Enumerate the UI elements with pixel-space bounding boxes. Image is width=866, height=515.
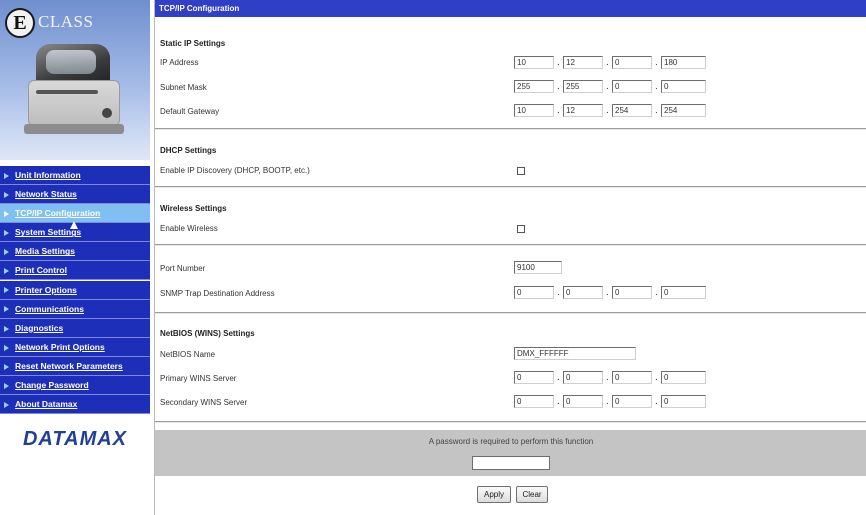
octet-separator: .	[606, 81, 609, 92]
octet-separator: .	[557, 396, 560, 407]
primary-wins-label: Primary WINS Server	[160, 374, 237, 383]
sidebar-item-label: Network Status	[15, 189, 77, 200]
primary-wins-octet-2[interactable]: 0	[563, 371, 603, 384]
default-gateway-label: Default Gateway	[160, 107, 220, 116]
sidebar-item-unit-information[interactable]	[0, 166, 150, 185]
arrow-right-icon	[4, 192, 9, 198]
sidebar-item-change-password[interactable]	[0, 376, 150, 395]
sidebar-item-diagnostics[interactable]	[0, 319, 150, 338]
sidebar-item-printer-options[interactable]	[0, 281, 150, 300]
printer-window	[46, 50, 96, 74]
arrow-right-icon	[4, 326, 9, 332]
secondary-wins-octet-1[interactable]: 0	[514, 395, 554, 408]
octet-separator: .	[655, 287, 658, 298]
subnet-mask-octet-3[interactable]: 0	[612, 80, 652, 93]
snmp-octet-2[interactable]: 0	[563, 286, 603, 299]
ip-address-octet-4[interactable]: 180	[661, 56, 706, 69]
dhcp-enable-checkbox[interactable]	[517, 167, 525, 175]
dhcp-section-title: DHCP Settings	[160, 146, 217, 155]
main-content	[154, 0, 866, 515]
password-required-message: A password is required to perform this function	[428, 437, 594, 446]
sidebar-item-label: Change Password	[15, 380, 89, 391]
sidebar-item-label: Printer Options	[15, 284, 77, 295]
logo-panel	[0, 0, 150, 160]
sidebar-item-label: Reset Network Parameters	[15, 360, 123, 371]
default-gateway-octet-1[interactable]: 10	[514, 104, 554, 117]
section-divider	[155, 186, 866, 188]
ip-address-label: IP Address	[160, 58, 199, 67]
netbios-name-input[interactable]: DMX_FFFFFF	[514, 347, 636, 360]
octet-separator: .	[655, 372, 658, 383]
octet-separator: .	[557, 57, 560, 68]
arrow-right-icon	[4, 402, 9, 408]
printer-button	[102, 108, 112, 118]
octet-separator: .	[557, 287, 560, 298]
port-number-input[interactable]: 9100	[514, 261, 562, 274]
secondary-wins-octet-4[interactable]: 0	[661, 395, 706, 408]
product-name: CLASS	[38, 12, 94, 31]
clear-button[interactable]: Clear	[516, 486, 548, 503]
sidebar	[0, 0, 150, 515]
arrow-right-icon	[4, 306, 9, 312]
wireless-enable-checkbox[interactable]	[517, 225, 525, 233]
printer-body	[28, 80, 120, 126]
arrow-right-icon	[4, 230, 9, 236]
primary-wins-octet-3[interactable]: 0	[612, 371, 652, 384]
arrow-right-icon	[4, 345, 9, 351]
default-gateway-octet-3[interactable]: 254	[612, 104, 652, 117]
snmp-octet-3[interactable]: 0	[612, 286, 652, 299]
primary-wins-octet-1[interactable]: 0	[514, 371, 554, 384]
sidebar-item-label: Unit Information	[15, 170, 81, 180]
e-class-badge: E	[5, 8, 35, 38]
sidebar-item-label: Communications	[15, 303, 84, 314]
sidebar-item-label: System Settings	[15, 227, 82, 238]
sidebar-item-label: Print Control	[15, 265, 67, 276]
printer-image	[22, 42, 126, 140]
octet-separator: .	[655, 81, 658, 92]
octet-separator: .	[655, 57, 658, 68]
password-input[interactable]	[472, 456, 550, 470]
arrow-right-icon	[4, 383, 9, 389]
subnet-mask-label: Subnet Mask	[160, 83, 207, 92]
sidebar-item-network-status[interactable]	[0, 185, 150, 204]
static-ip-section-title: Static IP Settings	[160, 39, 226, 48]
octet-separator: .	[655, 396, 658, 407]
secondary-wins-octet-3[interactable]: 0	[612, 395, 652, 408]
arrow-right-icon	[4, 364, 9, 370]
octet-separator: .	[606, 105, 609, 116]
secondary-wins-octet-2[interactable]: 0	[563, 395, 603, 408]
password-panel	[155, 430, 866, 515]
section-divider	[155, 312, 866, 314]
sidebar-item-media-settings[interactable]	[0, 242, 150, 261]
apply-button[interactable]: Apply	[477, 486, 511, 503]
octet-separator: .	[655, 105, 658, 116]
sidebar-item-label: About Datamax	[15, 399, 78, 410]
default-gateway-octet-4[interactable]: 254	[661, 104, 706, 117]
sidebar-item-label: Network Print Options	[15, 341, 105, 352]
datamax-logo: DATAMAX	[22, 428, 128, 450]
snmp-octet-4[interactable]: 0	[661, 286, 706, 299]
section-divider	[155, 421, 866, 423]
default-gateway-octet-2[interactable]: 12	[563, 104, 603, 117]
arrow-right-icon	[4, 268, 9, 274]
sidebar-item-about-datamax[interactable]	[0, 395, 150, 414]
snmp-octet-1[interactable]: 0	[514, 286, 554, 299]
wireless-section-title: Wireless Settings	[160, 204, 227, 213]
ip-address-octet-3[interactable]: 0	[612, 56, 652, 69]
sidebar-item-label: TCP/IP Configuration	[15, 208, 101, 219]
netbios-section-title: NetBIOS (WINS) Settings	[160, 329, 255, 338]
mouse-pointer-icon	[70, 221, 78, 229]
subnet-mask-octet-1[interactable]: 255	[514, 80, 554, 93]
sidebar-nav	[0, 166, 150, 414]
arrow-right-icon	[4, 249, 9, 255]
octet-separator: .	[606, 396, 609, 407]
secondary-wins-label: Secondary WINS Server	[160, 398, 248, 407]
sidebar-item-network-print-options[interactable]	[0, 338, 150, 357]
octet-separator: .	[557, 81, 560, 92]
ip-address-octet-1[interactable]: 10	[514, 56, 554, 69]
port-number-label: Port Number	[160, 264, 206, 273]
dhcp-enable-label: Enable IP Discovery (DHCP, BOOTP, etc.)	[160, 166, 310, 175]
octet-separator: .	[606, 287, 609, 298]
sidebar-item-label: Media Settings	[15, 246, 75, 257]
printer-base	[24, 124, 124, 134]
arrow-right-icon	[4, 173, 9, 179]
primary-wins-octet-4[interactable]: 0	[661, 371, 706, 384]
netbios-name-label: NetBIOS Name	[160, 350, 216, 359]
octet-separator: .	[557, 105, 560, 116]
wireless-enable-label: Enable Wireless	[160, 224, 218, 233]
sidebar-item-label: Diagnostics	[15, 322, 64, 333]
ip-address-octet-2[interactable]: 12	[563, 56, 603, 69]
arrow-right-icon	[4, 211, 9, 217]
arrow-right-icon	[4, 287, 9, 293]
sidebar-item-print-control[interactable]	[0, 261, 150, 280]
section-divider	[155, 128, 866, 130]
sidebar-item-communications[interactable]	[0, 300, 150, 319]
octet-separator: .	[606, 372, 609, 383]
snmp-trap-label: SNMP Trap Destination Address	[160, 289, 275, 298]
page-title: TCP/IP Configuration	[155, 0, 866, 17]
subnet-mask-octet-4[interactable]: 0	[661, 80, 706, 93]
section-divider	[155, 244, 866, 246]
sidebar-item-reset-network-parameters[interactable]	[0, 357, 150, 376]
printer-slot	[36, 90, 98, 94]
subnet-mask-octet-2[interactable]: 255	[563, 80, 603, 93]
octet-separator: .	[557, 372, 560, 383]
octet-separator: .	[606, 57, 609, 68]
